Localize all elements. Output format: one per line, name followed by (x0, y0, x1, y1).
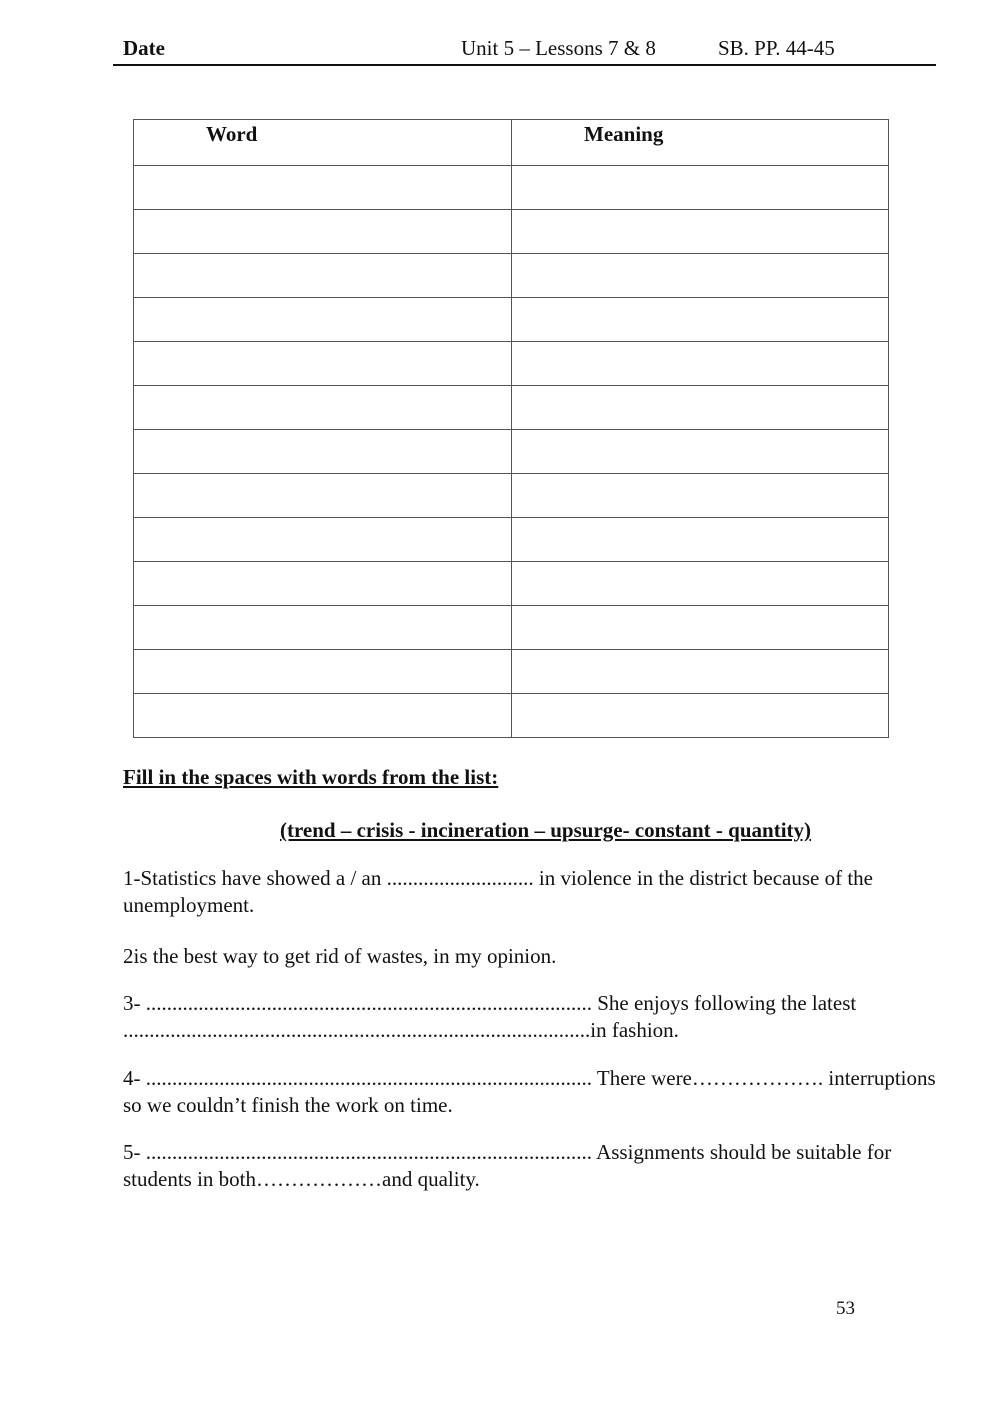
meaning-cell[interactable] (512, 166, 889, 210)
table-header-row (134, 120, 889, 166)
word-cell[interactable] (134, 430, 512, 474)
table-row (134, 342, 889, 386)
question-2: 2is the best way to get rid of wastes, in my opinion. (123, 944, 557, 968)
meaning-cell[interactable] (512, 562, 889, 606)
meaning-cell[interactable] (512, 386, 889, 430)
table-row (134, 562, 889, 606)
word-cell[interactable] (134, 606, 512, 650)
meaning-cell[interactable] (512, 430, 889, 474)
table-row (134, 254, 889, 298)
exercise-heading: Fill in the spaces with words from the list: (123, 765, 499, 789)
word-cell[interactable] (134, 342, 512, 386)
meaning-cell[interactable] (512, 298, 889, 342)
table-row (134, 650, 889, 694)
meaning-column-header: Meaning (512, 120, 889, 166)
word-cell[interactable] (134, 650, 512, 694)
vocabulary-table-body (134, 166, 889, 738)
meaning-cell[interactable] (512, 210, 889, 254)
page-number: 53 (836, 1298, 855, 1319)
word-cell[interactable] (134, 210, 512, 254)
table-row (134, 474, 889, 518)
meaning-cell[interactable] (512, 518, 889, 562)
word-cell[interactable] (134, 254, 512, 298)
table-row (134, 298, 889, 342)
question-4: 4- ..................................................................................... There were………………. interruptions so we couldn’t finish the work on time. (123, 1066, 936, 1117)
meaning-cell[interactable] (512, 474, 889, 518)
word-cell[interactable] (134, 474, 512, 518)
unit-label: Unit 5 – Lessons 7 & 8 (461, 36, 656, 60)
word-column-header: Word (134, 120, 512, 166)
table-row (134, 166, 889, 210)
meaning-cell[interactable] (512, 694, 889, 738)
meaning-cell[interactable] (512, 342, 889, 386)
word-cell[interactable] (134, 298, 512, 342)
table-row (134, 694, 889, 738)
word-cell[interactable] (134, 562, 512, 606)
table-row (134, 606, 889, 650)
date-label: Date (123, 36, 165, 60)
word-list: (trend – crisis - incineration – upsurge- constant - quantity) (279, 818, 812, 842)
table-row (134, 210, 889, 254)
word-cell[interactable] (134, 694, 512, 738)
word-cell[interactable] (134, 518, 512, 562)
meaning-cell[interactable] (512, 650, 889, 694)
question-3: 3- ..................................................................................... She enjoys following the latest .........................................................................................in fashion. (123, 991, 857, 1042)
page-header (113, 36, 936, 66)
word-cell[interactable] (134, 166, 512, 210)
meaning-cell[interactable] (512, 606, 889, 650)
meaning-cell[interactable] (512, 254, 889, 298)
table-row (134, 430, 889, 474)
student-book-pages: SB. PP. 44-45 (718, 36, 835, 60)
table-row (134, 386, 889, 430)
question-5: 5- ..................................................................................... Assignments should be suitable for students in both………………and quality. (123, 1140, 892, 1191)
table-row (134, 518, 889, 562)
word-cell[interactable] (134, 386, 512, 430)
question-1: 1-Statistics have showed a / an ............................ in violence in the district because of the unemployment. (123, 866, 873, 917)
vocabulary-table (133, 119, 889, 738)
